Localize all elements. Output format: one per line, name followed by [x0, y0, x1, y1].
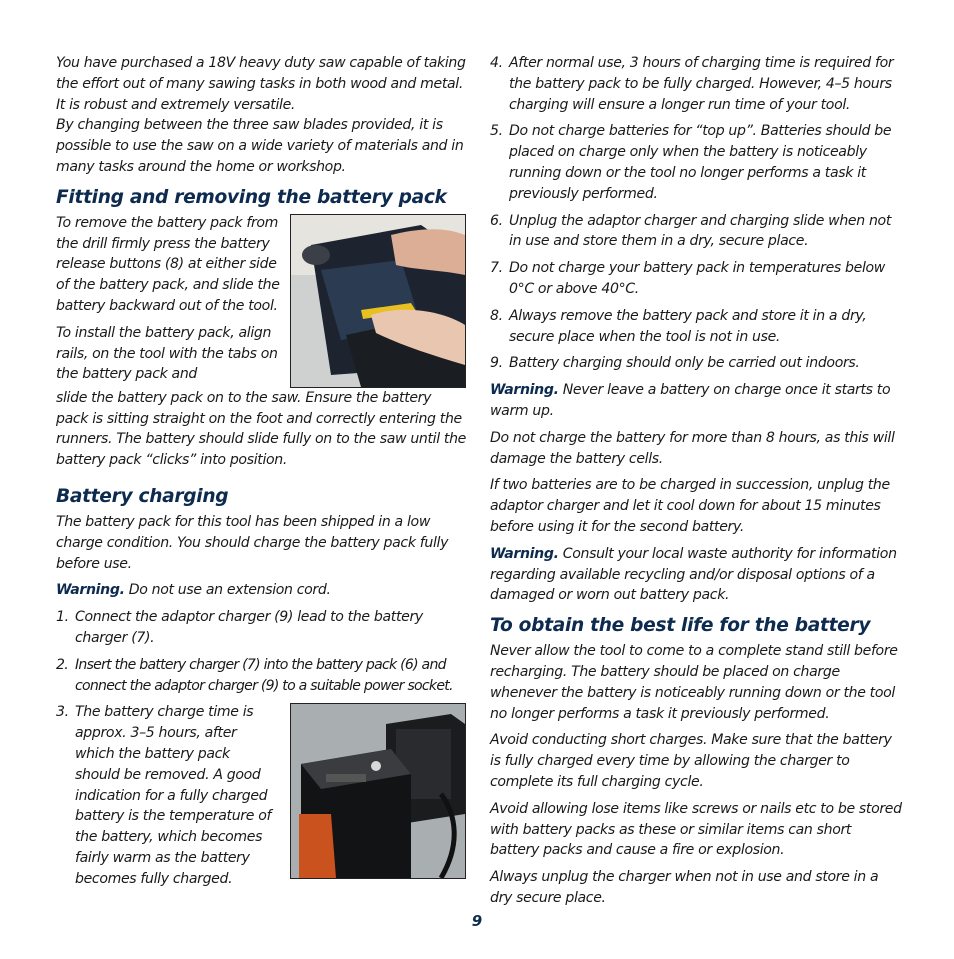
battery-removal-photo [290, 214, 466, 388]
step-number: 9. [490, 355, 503, 372]
step-1 [56, 607, 466, 649]
step-3-wrap [56, 702, 466, 895]
step-number: 6. [490, 212, 503, 229]
left-column [56, 53, 466, 896]
fitting-wrap [56, 213, 466, 388]
fitting-install-paragraph-start: To install the battery pack, align rails, on the tool with the tabs on the battery pack and [56, 324, 278, 383]
warning-text: Never leave a battery on charge once it starts to warm up. [490, 382, 891, 419]
step-number: 5. [490, 123, 503, 140]
intro-paragraph-2: By changing between the three saw blades provided, it is possible to use the saw on a wide variety of materials and in many tasks around the home or workshop. [56, 117, 464, 175]
step-text: Unplug the adaptor charger and charging slide when not in use and store them in a dry, secure place. [509, 212, 891, 250]
best-life-paragraph-1: Never allow the tool to come to a complete stand still before recharging. The battery should be placed on charge whenever the battery is noticeably running down or the tool no longer performs a task it previously performed. [490, 643, 898, 722]
step-text: Battery charging should only be carried out indoors. [509, 355, 860, 372]
step-3 [56, 702, 278, 889]
charging-warning-disposal [490, 544, 904, 606]
charging-8-hours-paragraph: Do not charge the battery for more than 8 hours, as this will damage the battery cells. [490, 429, 895, 467]
fitting-wrap-text [56, 213, 280, 388]
step-number: 7. [490, 260, 503, 277]
step-text: Always remove the battery pack and store it in a dry, secure place when the tool is not in use. [509, 307, 867, 345]
step-number: 8. [490, 307, 503, 324]
step-number: 1. [56, 609, 69, 626]
step-6 [490, 211, 904, 253]
step-text: Insert the battery charger (7) into the battery pack (6) and connect the adaptor charger (9) to a suitable power socket. [75, 656, 453, 694]
warning-label: Warning. [56, 582, 125, 599]
step-text: Do not charge batteries for “top up”. Batteries should be placed on charge only when the battery is noticeably running down or the tool no longer performs a task it previously performed. [509, 123, 892, 202]
best-life-paragraph-2: Avoid conducting short charges. Make sure that the battery is fully charged every time by allowing the charger to complete its full charging cycle. [490, 732, 892, 790]
warning-text: Do not use an extension cord. [124, 582, 331, 599]
battery-and-charger-illustration [291, 704, 465, 878]
step-text: The battery charge time is approx. 3–5 hours, after which the battery pack should be removed. A good indication for a fully charged battery is the temperature of the battery, which becomes fairly warm as the battery becomes fully charged. [75, 704, 272, 887]
step-text: Do not charge your battery pack in temperatures below 0°C or above 40°C. [509, 260, 885, 297]
heading-fitting-battery: Fitting and removing the battery pack [56, 186, 447, 208]
charger-photo [290, 703, 466, 879]
warning-label: Warning. [490, 382, 559, 399]
hand-removing-battery-illustration [291, 215, 465, 387]
heading-battery-charging: Battery charging [56, 485, 229, 507]
step-9 [490, 353, 904, 374]
charging-two-batteries-paragraph: If two batteries are to be charged in succession, unplug the adaptor charger and let it cool down for about 15 minutes before using it for the second battery. [490, 477, 890, 535]
step-text: Connect the adaptor charger (9) lead to the battery charger (7). [75, 609, 423, 646]
best-life-paragraph-3: Avoid allowing lose items like screws or nails etc to be stored with battery packs as these or similar items can short battery packs and cause a fire or explosion. [490, 800, 902, 859]
step-number: 4. [490, 55, 503, 71]
step-3-wrap-text [56, 702, 278, 895]
right-column [490, 53, 904, 915]
step-number: 2. [56, 656, 68, 673]
intro-paragraph-1: You have purchased a 18V heavy duty saw capable of taking the effort out of many sawing tasks in both wood and metal. It is robust and extremely versatile. [56, 55, 466, 113]
step-7 [490, 258, 904, 300]
fitting-remove-paragraph: To remove the battery pack from the drill firmly press the battery release buttons (8) at either side of the battery pack, and slide the battery backward out of the tool. [56, 214, 280, 314]
step-8 [490, 306, 904, 348]
charging-warning-extension [56, 580, 466, 601]
charging-intro-paragraph: The battery pack for this tool has been shipped in a low charge condition. You should charge the battery pack fully before use. [56, 513, 449, 572]
warning-text: Consult your local waste authority for information regarding available recycling and/or disposal options of a damaged or worn out battery pack. [490, 545, 897, 604]
fitting-install-paragraph-end: slide the battery pack on to the saw. Ensure the battery pack is sitting straight on the foot and correctly entering the runners. The battery should slide fully on to the saw until the battery pack “clicks” into position. [56, 389, 467, 469]
best-life-paragraph-4: Always unplug the charger when not in use and store in a dry secure place. [490, 869, 879, 906]
step-number: 3. [56, 704, 69, 721]
step-text: After normal use, 3 hours of charging time is required for the battery pack to be fully charged. However, 4–5 hours charging will ensure a longer run time of your tool. [509, 55, 894, 113]
warning-label: Warning. [490, 545, 559, 562]
page-number: 9 [471, 912, 483, 930]
step-2 [56, 655, 466, 697]
heading-best-life: To obtain the best life for the battery [490, 615, 871, 637]
step-5 [490, 121, 904, 204]
step-4 [490, 53, 904, 115]
charging-warning-warm [490, 380, 904, 422]
